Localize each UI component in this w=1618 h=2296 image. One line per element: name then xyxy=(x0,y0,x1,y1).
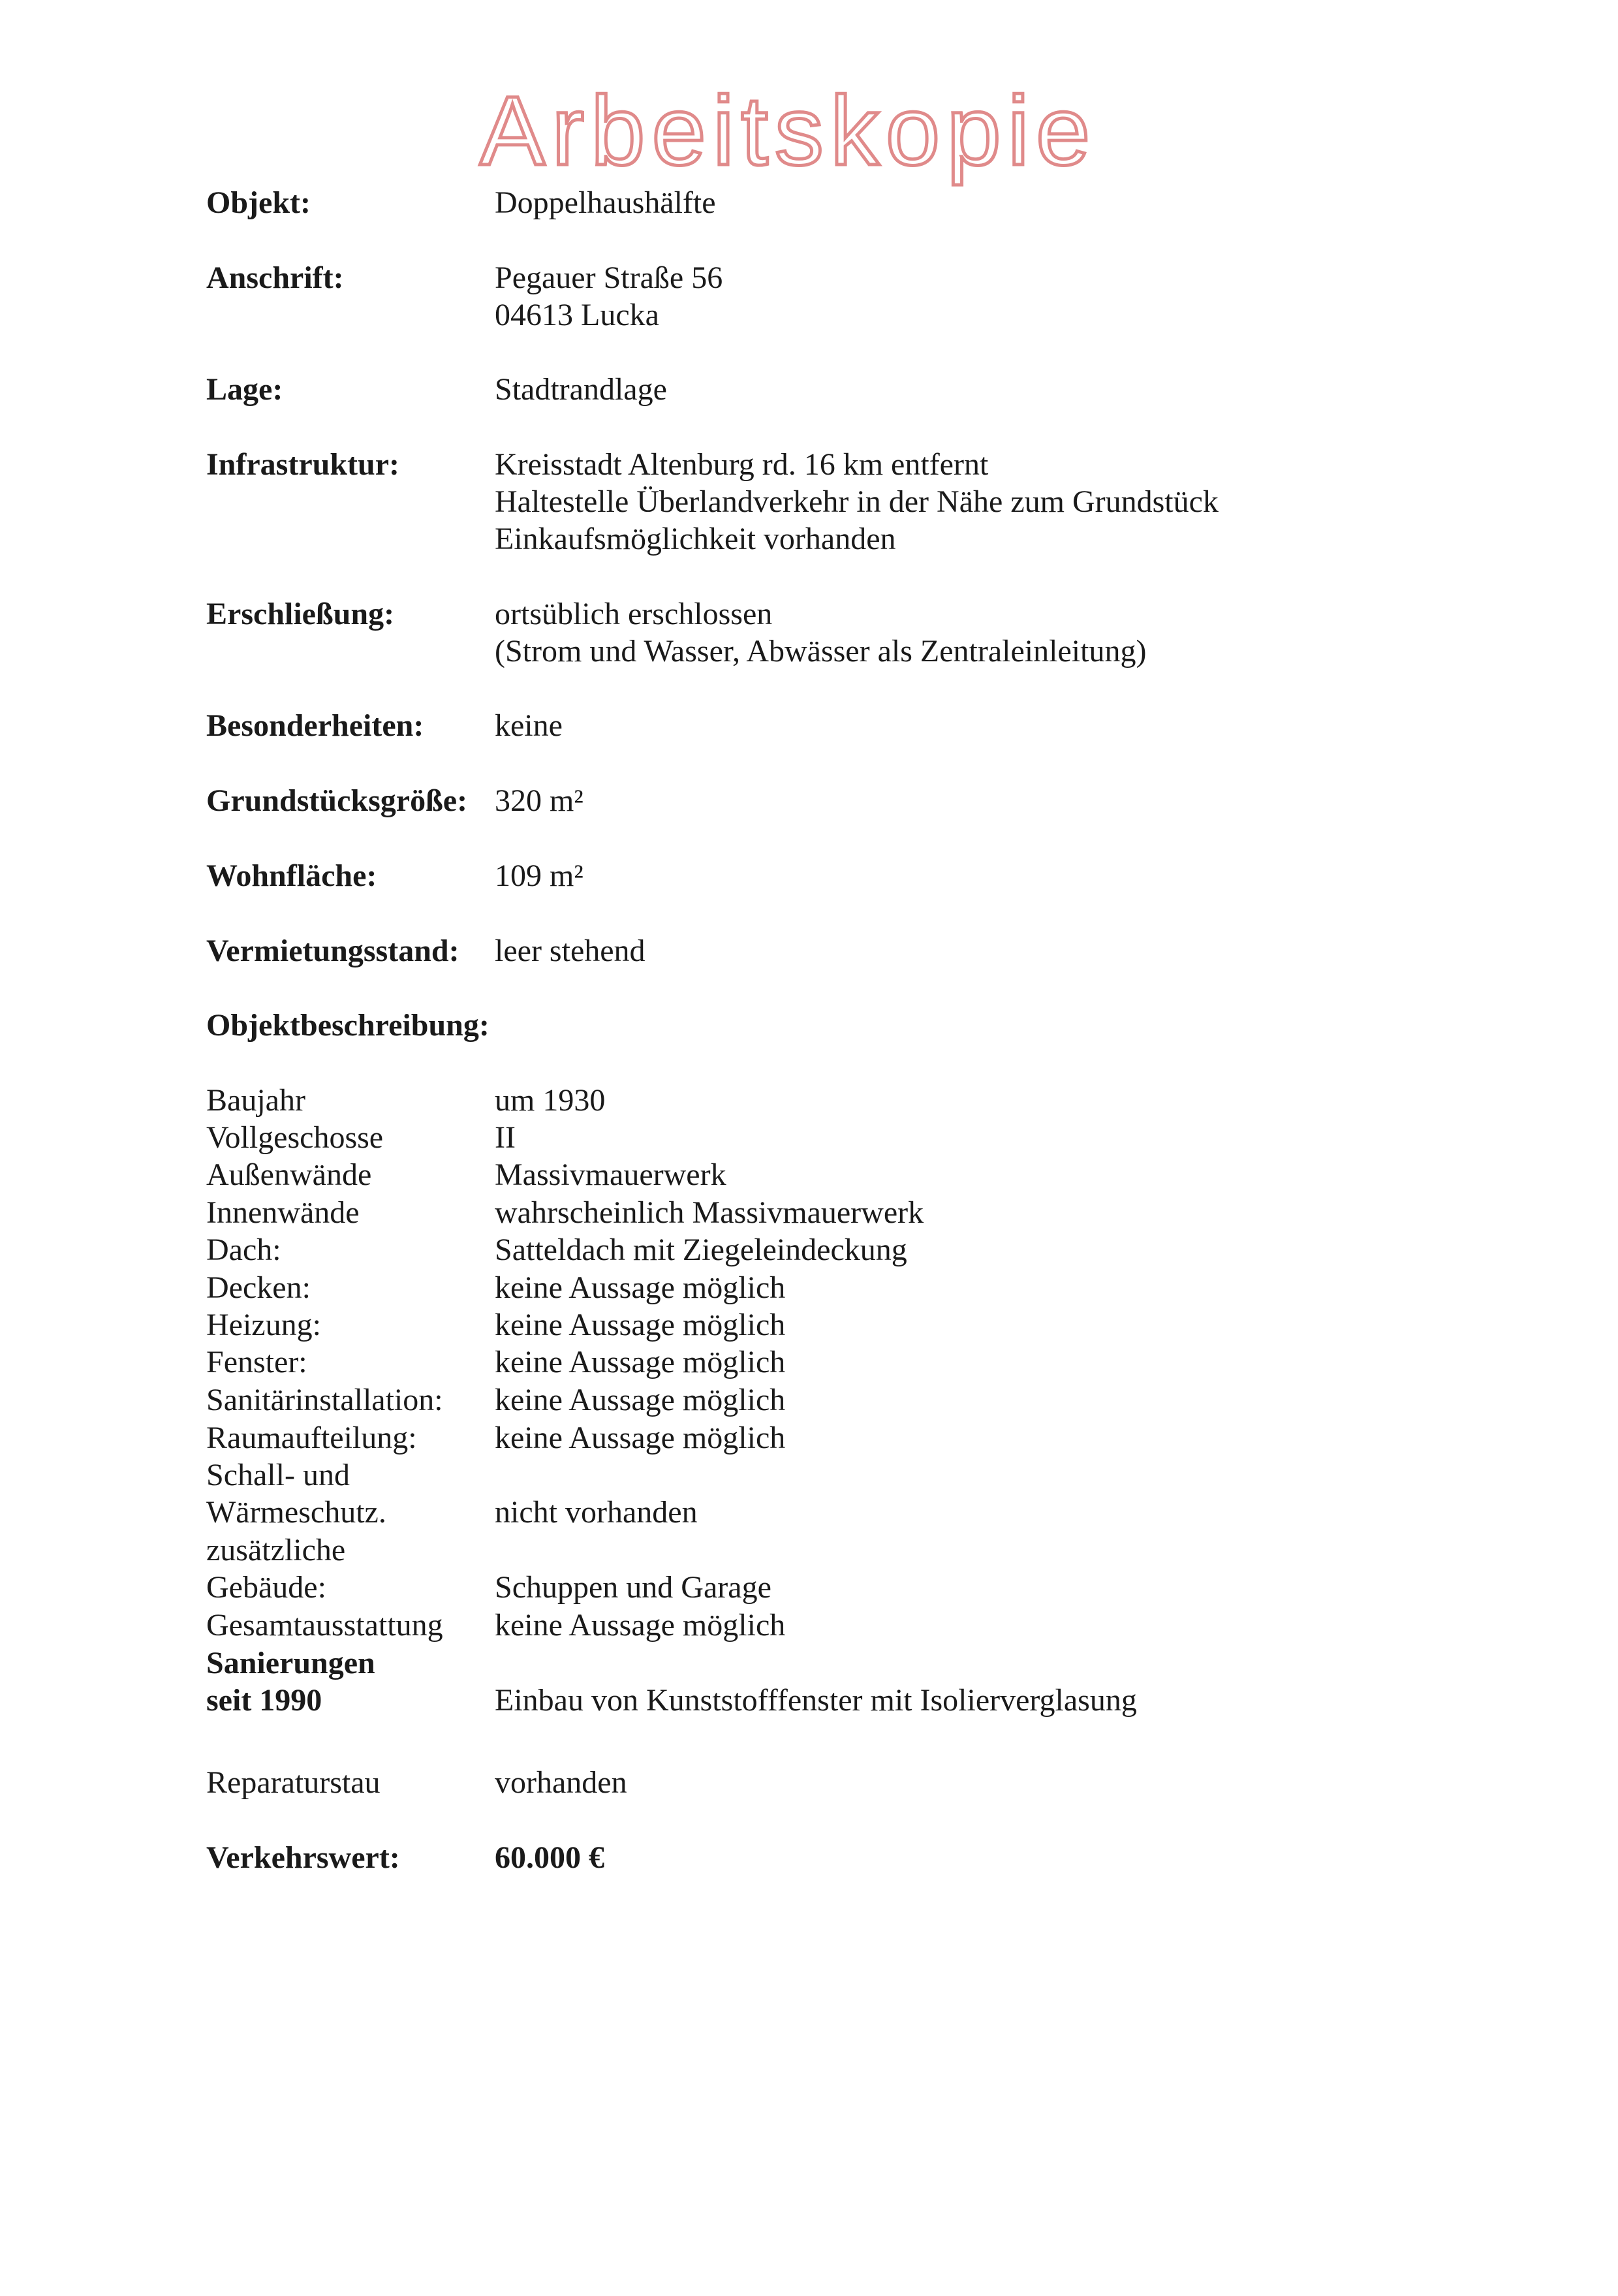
value-erschliessung xyxy=(495,595,1146,670)
label-grundstuecksgroesse: Grundstücksgröße: xyxy=(206,783,468,818)
value-besonderheiten: keine xyxy=(495,708,563,743)
desc-value-innenwaende: wahrscheinlich Massivmauerwerk xyxy=(495,1195,924,1230)
value-objekt: Doppelhaushälfte xyxy=(495,185,716,220)
desc-label-innenwaende: Innenwände xyxy=(206,1195,360,1230)
desc-label-aussenwaende: Außenwände xyxy=(206,1157,372,1192)
desc-value-aussenwaende: Massivmauerwerk xyxy=(495,1157,726,1192)
desc-value-vollgeschosse: II xyxy=(495,1120,516,1155)
value-infrastruktur xyxy=(495,446,1219,558)
desc-value-decken: keine Aussage möglich xyxy=(495,1270,786,1305)
value-verkehrswert: 60.000 € xyxy=(495,1840,604,1875)
label-objekt: Objekt: xyxy=(206,185,311,220)
desc-label-heizung: Heizung: xyxy=(206,1308,321,1342)
label-besonderheiten: Besonderheiten: xyxy=(206,708,424,743)
desc-value-fenster: keine Aussage möglich xyxy=(495,1345,786,1379)
desc-label-baujahr: Baujahr xyxy=(206,1083,305,1118)
desc-value-raumaufteilung: keine Aussage möglich xyxy=(495,1421,786,1455)
desc-label-sanierungen-line-2: seit 1990 xyxy=(206,1683,322,1718)
value-anschrift xyxy=(495,259,723,334)
label-wohnflaeche: Wohnfläche: xyxy=(206,858,377,893)
desc-value-sanierungen: Einbau von Kunststofffenster mit Isolierverglasung xyxy=(495,1683,1137,1718)
desc-label-dach: Dach: xyxy=(206,1233,281,1267)
label-reparaturstau: Reparaturstau xyxy=(206,1765,381,1800)
desc-value-dach: Satteldach mit Ziegeleindeckung xyxy=(495,1233,907,1267)
desc-value-gesamtausstattung: keine Aussage möglich xyxy=(495,1608,786,1643)
label-verkehrswert: Verkehrswert: xyxy=(206,1840,400,1875)
desc-label-fenster: Fenster: xyxy=(206,1345,307,1379)
desc-label-sanitaerinstallation: Sanitärinstallation: xyxy=(206,1383,443,1417)
label-infrastruktur: Infrastruktur: xyxy=(206,447,399,482)
value-lage: Stadtrandlage xyxy=(495,372,667,407)
value-wohnflaeche: 109 m² xyxy=(495,858,583,893)
desc-value-zusaetzliche-gebaeude: Schuppen und Garage xyxy=(495,1570,771,1605)
value-infrastruktur-line-2: Haltestelle Überlandverkehr in der Nähe zum Grundstück xyxy=(495,484,1219,519)
value-infrastruktur-line-3: Einkaufsmöglichkeit vorhanden xyxy=(495,522,896,556)
arbeitskopie-stamp: Arbeitskopie xyxy=(480,76,1097,185)
desc-label-zusaetzliche-gebaeude xyxy=(206,1532,345,1606)
section-title-objektbeschreibung: Objektbeschreibung: xyxy=(206,1008,490,1043)
desc-value-heizung: keine Aussage möglich xyxy=(495,1308,786,1342)
value-erschliessung-line-1: ortsüblich erschlossen xyxy=(495,597,773,631)
desc-label-zusaetzliche-gebaeude-line-1: zusätzliche xyxy=(206,1533,346,1567)
desc-label-vollgeschosse: Vollgeschosse xyxy=(206,1120,384,1155)
value-vermietungsstand: leer stehend xyxy=(495,934,646,968)
label-vermietungsstand: Vermietungsstand: xyxy=(206,934,459,968)
desc-label-sanierungen-line-1: Sanierungen xyxy=(206,1646,375,1680)
desc-label-schallschutz xyxy=(206,1456,386,1531)
desc-label-decken: Decken: xyxy=(206,1270,311,1305)
value-grundstuecksgroesse: 320 m² xyxy=(495,783,583,818)
value-erschliessung-line-2: (Strom und Wasser, Abwässer als Zentraleinleitung) xyxy=(495,634,1147,668)
value-reparaturstau: vorhanden xyxy=(495,1765,627,1800)
label-lage: Lage: xyxy=(206,372,283,407)
desc-value-sanitaerinstallation: keine Aussage möglich xyxy=(495,1383,786,1417)
desc-label-zusaetzliche-gebaeude-line-2: Gebäude: xyxy=(206,1570,326,1605)
desc-label-schallschutz-line-1: Schall- und xyxy=(206,1458,350,1492)
value-anschrift-street: Pegauer Straße 56 xyxy=(495,260,723,295)
label-anschrift: Anschrift: xyxy=(206,260,344,295)
desc-label-gesamtausstattung: Gesamtausstattung xyxy=(206,1608,443,1643)
desc-value-baujahr: um 1930 xyxy=(495,1083,606,1118)
label-erschliessung: Erschließung: xyxy=(206,597,395,631)
desc-label-schallschutz-line-2: Wärmeschutz. xyxy=(206,1495,386,1530)
value-anschrift-city: 04613 Lucka xyxy=(495,298,659,332)
desc-value-schallschutz: nicht vorhanden xyxy=(495,1495,698,1530)
value-infrastruktur-line-1: Kreisstadt Altenburg rd. 16 km entfernt xyxy=(495,447,989,482)
desc-label-sanierungen xyxy=(206,1644,375,1719)
desc-label-raumaufteilung: Raumaufteilung: xyxy=(206,1421,417,1455)
